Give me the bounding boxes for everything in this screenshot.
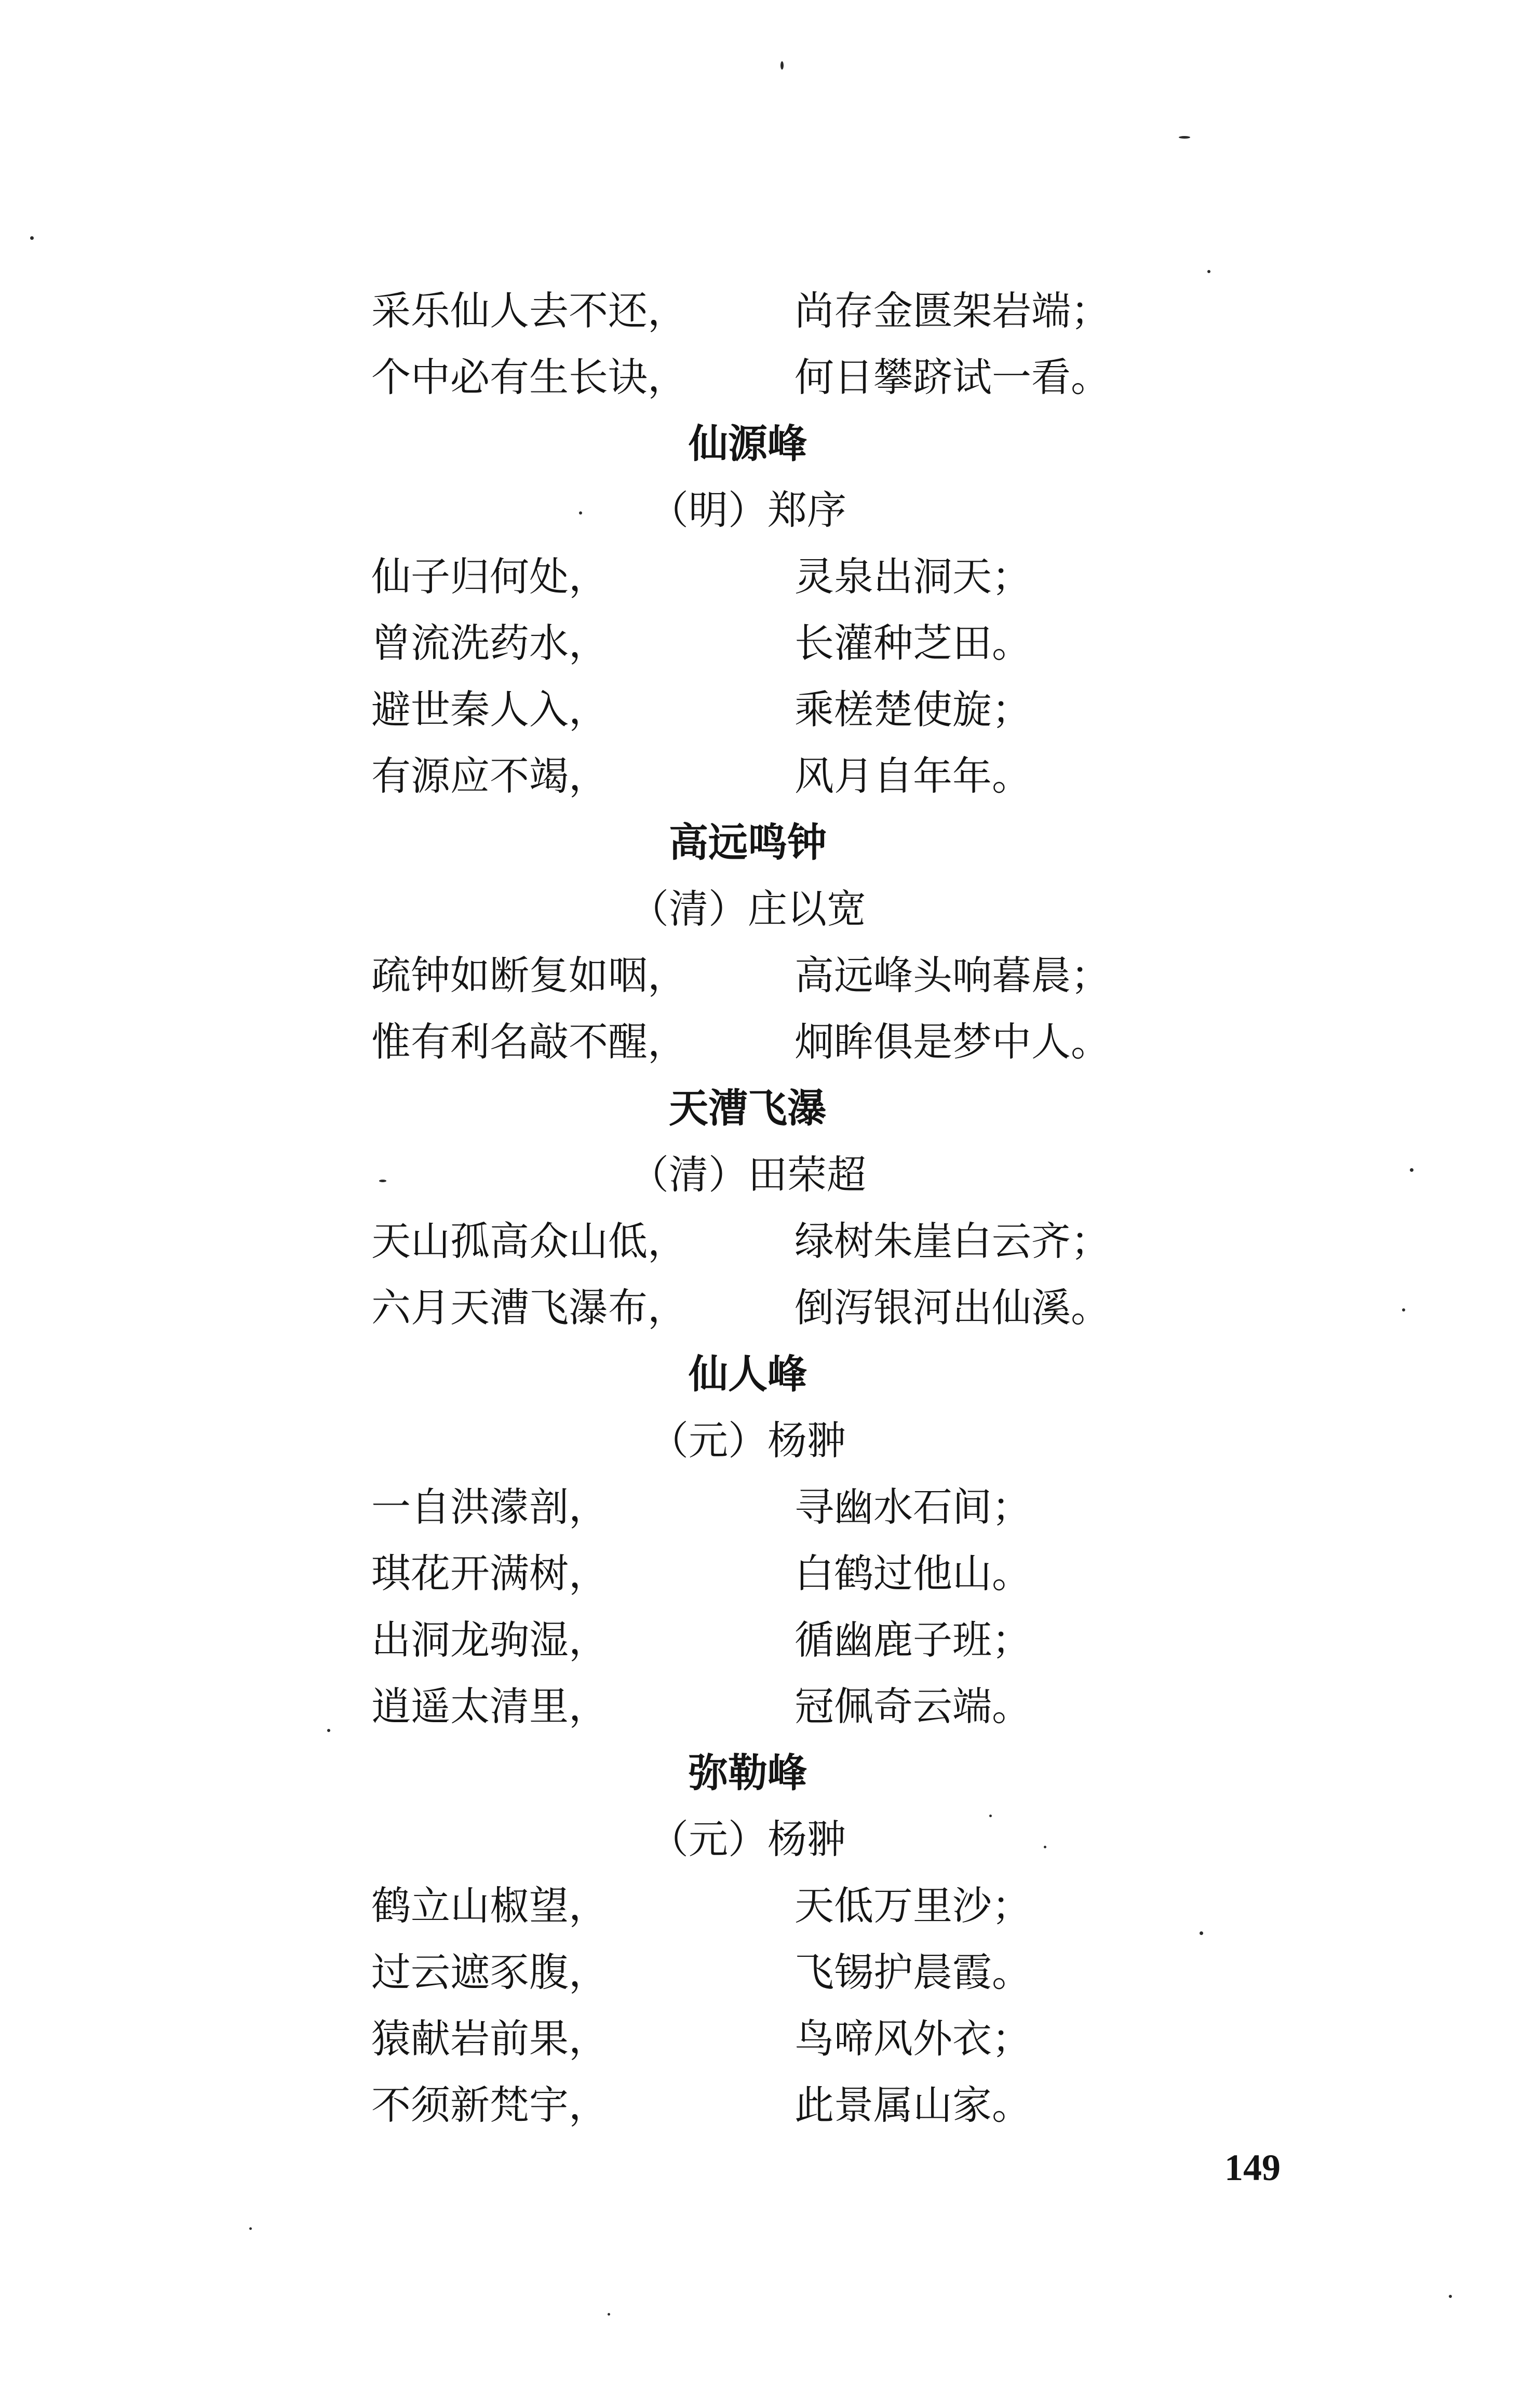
verse-line-right: 尚存金匮架岩端； (795, 288, 1110, 334)
verse-line-left: 逍遥太清里， (371, 1683, 608, 1729)
poem-title: 弥勒峰 (689, 1750, 807, 1796)
page-number: 149 (1224, 2147, 1281, 2188)
scan-speck (1200, 1931, 1203, 1935)
scan-speck (1044, 1846, 1046, 1848)
verse-line-right: 白鹤过他山。 (795, 1550, 1031, 1597)
scan-speck (249, 2227, 252, 2230)
verse-line-right: 何日攀跻试一看。 (795, 354, 1110, 400)
poem-author: （元）杨翀 (649, 1417, 846, 1464)
verse-line-right: 循幽鹿子班； (795, 1617, 1031, 1663)
scan-speck (30, 236, 34, 240)
verse-line-left: 有源应不竭， (371, 753, 608, 799)
verse-line-left: 六月天漕飞瀑布， (371, 1284, 687, 1331)
poem-title: 高远鸣钟 (669, 819, 827, 865)
poem-title: 天漕飞瀑 (669, 1085, 827, 1131)
verse-line-left: 鹤立山椒望， (371, 1883, 608, 1929)
verse-line-left: 惟有利名敲不醒， (371, 1019, 687, 1065)
poem-title: 仙源峰 (689, 421, 807, 467)
verse-line-left: 一自洪濛剖， (371, 1484, 608, 1530)
verse-line-right: 飞锡护晨霞。 (795, 1949, 1031, 1995)
scan-speck (989, 1815, 992, 1817)
verse-line-right: 绿树朱崖白云齐； (795, 1218, 1110, 1264)
poem-author: （明）郑序 (649, 487, 846, 533)
scan-speck (1179, 136, 1190, 139)
scan-speck (579, 511, 582, 515)
verse-line-left: 曾流洗药水， (371, 620, 608, 666)
verse-line-left: 过云遮豕腹， (371, 1949, 608, 1995)
verse-line-right: 高远峰头响暮晨； (795, 952, 1110, 998)
scan-speck (379, 1180, 386, 1182)
verse-line-right: 天低万里沙； (795, 1883, 1031, 1929)
scan-speck (1410, 1168, 1413, 1172)
verse-line-right: 鸟啼风外衣； (795, 2015, 1031, 2062)
poem-author: （清）庄以宽 (629, 886, 866, 932)
verse-line-right: 风月自年年。 (795, 753, 1031, 799)
verse-line-left: 出洞龙驹湿， (371, 1617, 608, 1663)
verse-line-right: 冠佩奇云端。 (795, 1683, 1031, 1729)
verse-line-right: 灵泉出洞天； (795, 553, 1031, 600)
verse-line-left: 不须新梵宇， (371, 2082, 608, 2128)
verse-line-right: 倒泻银河出仙溪。 (795, 1284, 1110, 1331)
verse-line-left: 猿献岩前果， (371, 2015, 608, 2062)
verse-line-left: 采乐仙人去不还， (371, 288, 687, 334)
scan-speck (1207, 270, 1210, 273)
verse-line-left: 天山孤高众山低， (371, 1218, 687, 1264)
verse-line-right: 乘槎楚使旋； (795, 686, 1031, 733)
scan-speck (1402, 1308, 1405, 1311)
verse-line-left: 个中必有生长诀， (371, 354, 687, 400)
poem-title: 仙人峰 (689, 1351, 807, 1397)
poem-author: （元）杨翀 (649, 1816, 846, 1862)
verse-line-right: 炯眸俱是梦中人。 (795, 1019, 1110, 1065)
scan-speck (780, 61, 784, 70)
verse-line-right: 长灌种芝田。 (795, 620, 1031, 666)
poem-author: （清）田荣超 (629, 1152, 866, 1198)
verse-line-left: 琪花开满树， (371, 1550, 608, 1597)
scan-speck (1449, 2295, 1452, 2298)
verse-line-left: 避世秦人入， (371, 686, 608, 733)
verse-line-right: 寻幽水石间； (795, 1484, 1031, 1530)
scan-speck (327, 1729, 330, 1732)
verse-line-left: 仙子归何处， (371, 553, 608, 600)
verse-line-left: 疏钟如断复如咽， (371, 952, 687, 998)
verse-line-right: 此景属山家。 (795, 2082, 1031, 2128)
scan-speck (608, 2313, 610, 2316)
